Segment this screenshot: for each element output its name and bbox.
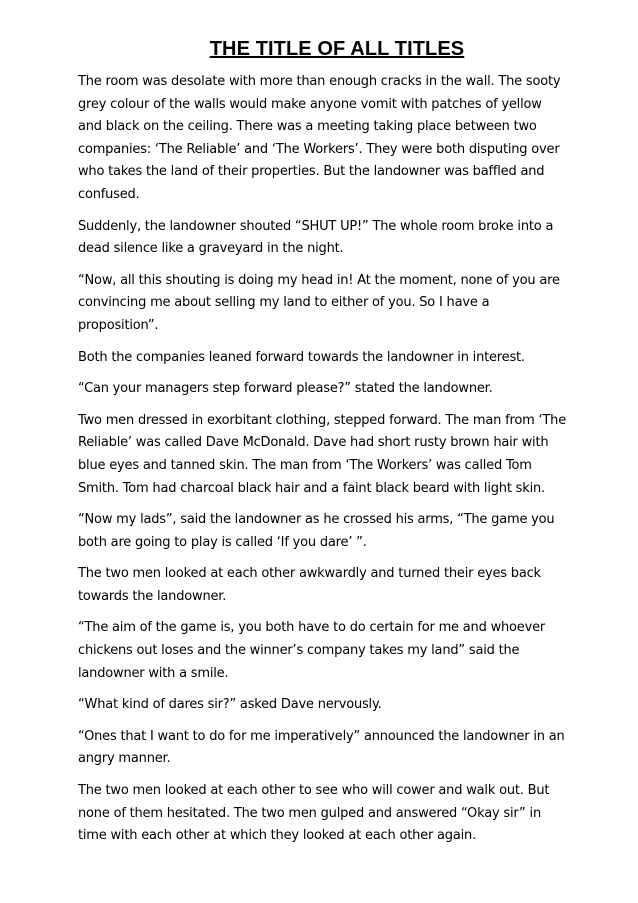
- document-title: THE TITLE OF ALL TITLES: [209, 38, 465, 60]
- paragraph-6: Two men dressed in exorbitant clothing, stepped forward. The man from ‘The Reliable’ was called Dave McDonald. Dave had short rusty brown hair with blue eyes and tanned skin. The man from ‘The Workers’ was called Tom Smith. Tom had charcoal black hair and a faint black beard with light skin.: [78, 412, 567, 496]
- paragraph-5: “Can your managers step forward please?” stated the landowner.: [78, 381, 493, 397]
- paragraph-7: “Now my lads”, said the landowner as he crossed his arms, “The game you both are going to play is called ‘If you dare’ ”.: [78, 512, 555, 550]
- paragraph-8: The two men looked at each other awkwardly and turned their eyes back towards the landowner.: [78, 566, 541, 604]
- paragraph-2: Suddenly, the landowner shouted “SHUT UP!” The whole room broke into a dead silence like a graveyard in the night.: [78, 218, 554, 257]
- paragraph-1: The room was desolate with more than enough cracks in the wall. The sooty grey colour of the walls would make anyone vomit with patches of yellow and black on the ceiling. There was a meeting taking place between two companies: ‘The Reliable’ and ‘The Workers’. They were both disputing over who takes the land of their properties. But the landowner was baffled and confused.: [78, 74, 561, 202]
- paragraph-10: “What kind of dares sir?” asked Dave nervously.: [78, 697, 382, 713]
- paragraph-9: “The aim of the game is, you both have to do certain for me and whoever chickens out loses and the winner’s company takes my land” said the landowner with a smile.: [78, 620, 546, 681]
- paragraph-3: “Now, all this shouting is doing my head in! At the moment, none of you are convincing me about selling my land to either of you. So I have a proposition”.: [78, 272, 560, 333]
- paragraph-11: “Ones that I want to do for me imperatively” announced the landowner in an angry manner.: [78, 728, 565, 767]
- paragraph-4: Both the companies leaned forward towards the landowner in interest.: [78, 349, 525, 365]
- paragraph-12: The two men looked at each other to see who will cower and walk out. But none of them hesitated. The two men gulped and answered “Okay sir” in time with each other at which they looked at each other again.: [78, 783, 550, 844]
